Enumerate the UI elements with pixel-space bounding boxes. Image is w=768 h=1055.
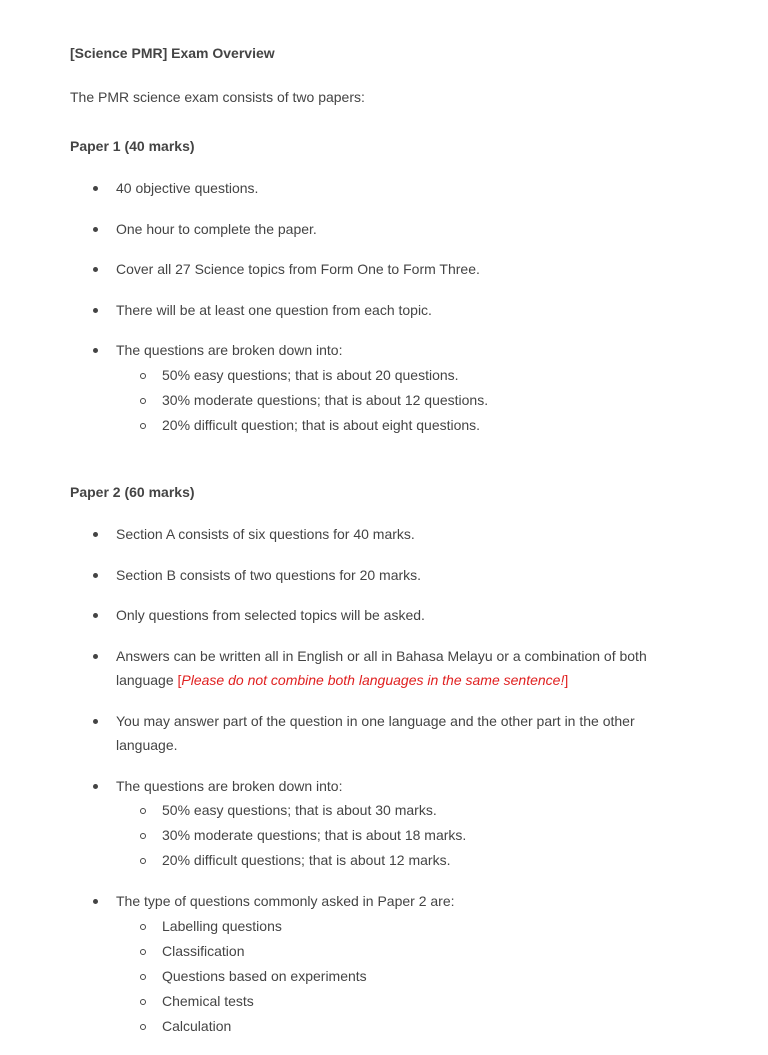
- bullet-icon: [93, 308, 98, 313]
- circle-bullet-icon: [140, 373, 146, 379]
- circle-bullet-icon: [140, 974, 146, 980]
- paper1-list: [70, 176, 690, 454]
- bullet-icon: [93, 227, 98, 232]
- sub-list-item: Calculation: [116, 1014, 690, 1039]
- bullet-icon: [93, 784, 98, 789]
- list-item: The questions are broken down into: 50% easy questions; that is about 30 marks. 30% moderate questions; that is about 18 marks. 20% difficult questions; that is about 12 marks.: [70, 774, 690, 874]
- paper1-heading: Paper 1 (40 marks): [70, 138, 195, 154]
- list-item: One hour to complete the paper.: [70, 217, 690, 242]
- list-item: 40 objective questions.: [70, 176, 690, 201]
- question-types-list: [116, 914, 690, 1039]
- paper2-heading: Paper 2 (60 marks): [70, 484, 195, 500]
- sub-list-item: Classification: [116, 939, 690, 964]
- list-item: The questions are broken down into: 50% easy questions; that is about 20 questions. 30% moderate questions; that is about 12 questions. 20% difficult question; that is about eight questions.: [70, 338, 690, 438]
- sub-list-item: Labelling questions: [116, 914, 690, 939]
- circle-bullet-icon: [140, 808, 146, 814]
- bullet-icon: [93, 532, 98, 537]
- bullet-icon: [93, 899, 98, 904]
- list-item: Section B consists of two questions for 20 marks.: [70, 563, 690, 588]
- paper2-list: [70, 522, 690, 1055]
- page-title: [Science PMR] Exam Overview: [70, 45, 275, 61]
- list-item: Answers can be written all in English or all in Bahasa Melayu or a combination of both language [Please do not combine both languages in the same sentence!]: [70, 644, 690, 693]
- sub-list-item: 20% difficult questions; that is about 12 marks.: [116, 848, 690, 873]
- bullet-icon: [93, 719, 98, 724]
- paper1-breakdown-list: [116, 363, 690, 438]
- circle-bullet-icon: [140, 833, 146, 839]
- paper2-breakdown-list: [116, 798, 690, 873]
- circle-bullet-icon: [140, 999, 146, 1005]
- circle-bullet-icon: [140, 398, 146, 404]
- list-item: There will be at least one question from each topic.: [70, 298, 690, 323]
- bullet-icon: [93, 613, 98, 618]
- bullet-icon: [93, 267, 98, 272]
- list-item: Section A consists of six questions for 40 marks.: [70, 522, 690, 547]
- sub-list-item: 50% easy questions; that is about 20 questions.: [116, 363, 690, 388]
- note-open-bracket: [: [177, 672, 182, 688]
- circle-bullet-icon: [140, 924, 146, 930]
- sub-list-item: 30% moderate questions; that is about 18 marks.: [116, 823, 690, 848]
- sub-list-item: 20% difficult question; that is about eight questions.: [116, 413, 690, 438]
- note-close-bracket: ]: [564, 672, 569, 688]
- circle-bullet-icon: [140, 949, 146, 955]
- bullet-icon: [93, 654, 98, 659]
- sub-list-item: Questions based on experiments: [116, 964, 690, 989]
- bullet-icon: [93, 186, 98, 191]
- sub-list-item: 50% easy questions; that is about 30 marks.: [116, 798, 690, 823]
- bullet-icon: [93, 573, 98, 578]
- list-item: Cover all 27 Science topics from Form One to Form Three.: [70, 257, 690, 282]
- circle-bullet-icon: [140, 423, 146, 429]
- circle-bullet-icon: [140, 1024, 146, 1030]
- sub-list-item: Chemical tests: [116, 989, 690, 1014]
- list-item: You may answer part of the question in one language and the other part in the other language.: [70, 709, 690, 758]
- list-item: Only questions from selected topics will be asked.: [70, 603, 690, 628]
- list-item: The type of questions commonly asked in Paper 2 are: Labelling questions Classification Questions based on experiments Chemical tests Calculation: [70, 889, 690, 1039]
- circle-bullet-icon: [140, 858, 146, 864]
- sub-list-item: 30% moderate questions; that is about 12 questions.: [116, 388, 690, 413]
- bullet-icon: [93, 348, 98, 353]
- language-warning-note: Please do not combine both languages in the same sentence!: [181, 672, 565, 688]
- intro-text: The PMR science exam consists of two papers:: [70, 89, 365, 105]
